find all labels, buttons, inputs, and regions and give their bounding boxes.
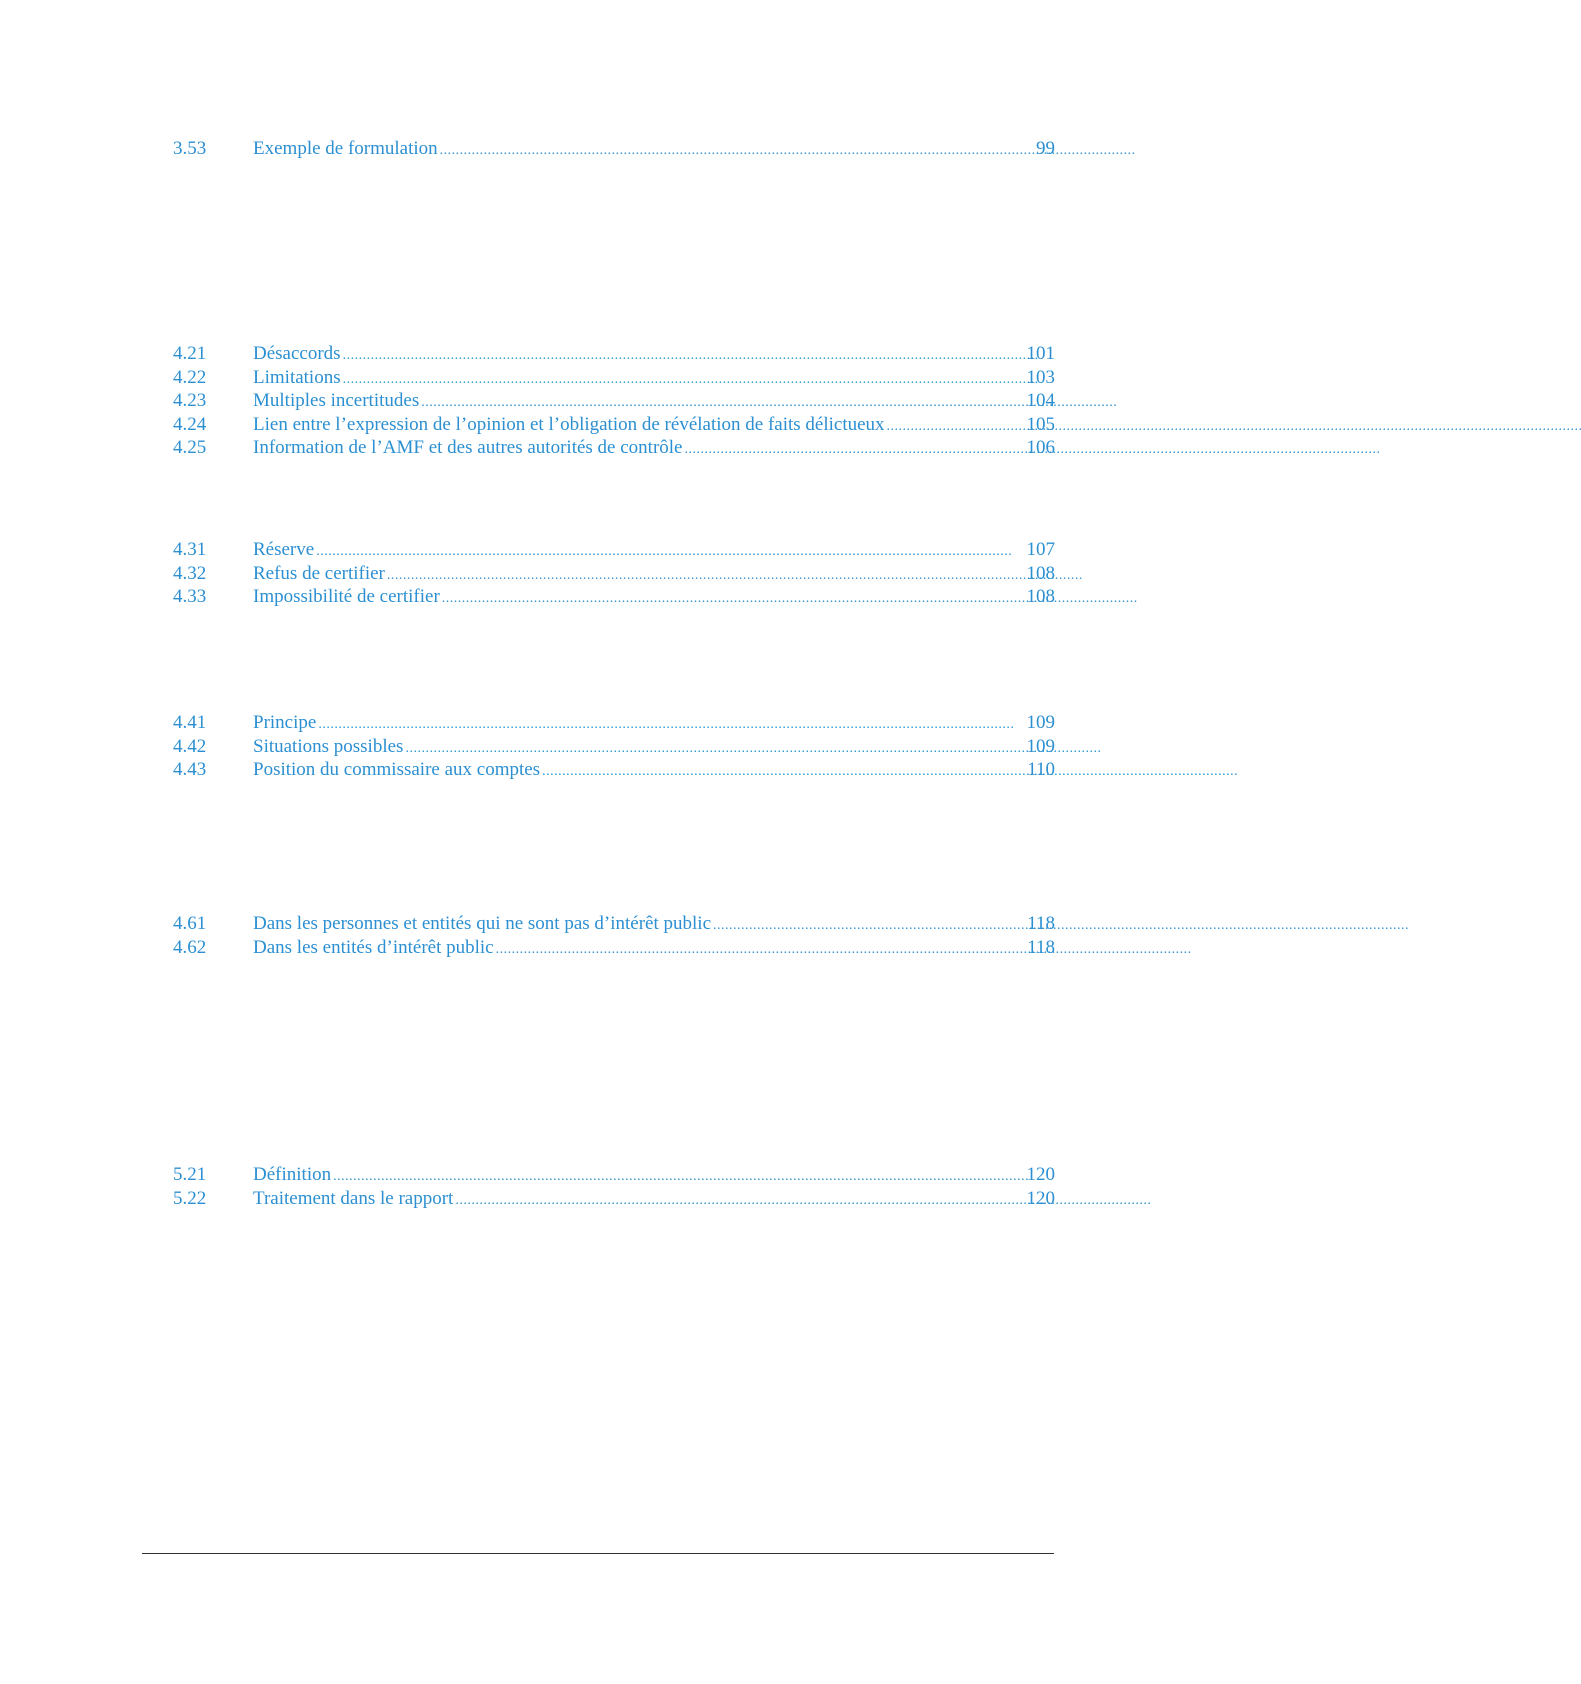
toc-entry-title: Traitement dans le rapport xyxy=(253,1187,454,1209)
toc-group-3-5 xyxy=(173,137,1055,161)
dot-leader xyxy=(440,137,1034,163)
toc-entry-number: 4.23 xyxy=(173,390,207,411)
toc-entry[interactable] xyxy=(173,538,1055,562)
toc-entry-title: Désaccords xyxy=(253,343,341,364)
dot-leader xyxy=(685,436,1025,462)
toc-entry[interactable] xyxy=(173,758,1055,782)
toc-entry-title: Principe xyxy=(253,712,317,733)
toc-entry-page: 105 xyxy=(1026,413,1055,435)
toc-entry[interactable] xyxy=(173,711,1055,735)
toc-entry[interactable] xyxy=(173,137,1055,161)
dot-leader xyxy=(887,413,1025,439)
toc-entry-title: Information de l’AMF et des autres autorités de contrôle xyxy=(253,437,683,458)
toc-entry-page: 120 xyxy=(1026,1164,1055,1185)
toc-entry-page: 118 xyxy=(1027,913,1055,934)
toc-entry[interactable] xyxy=(173,562,1055,586)
toc-entry[interactable] xyxy=(173,436,1055,460)
toc-group-4-6 xyxy=(173,912,1055,959)
toc-entry-page: 108 xyxy=(1026,586,1055,607)
toc-group-4-4 xyxy=(173,711,1055,782)
toc-entry-title: Exemple de formulation xyxy=(253,138,438,159)
toc-group-5-2 xyxy=(173,1163,1055,1210)
toc-entry-title: Réserve xyxy=(253,539,315,560)
toc-entry-page: 108 xyxy=(1026,562,1055,584)
dot-leader xyxy=(387,562,1025,588)
dot-leader xyxy=(333,1163,1024,1189)
toc-entry-number: 4.41 xyxy=(173,712,207,733)
toc-entry-number: 4.61 xyxy=(173,913,207,934)
toc-entry-title: Situations possibles xyxy=(253,735,404,757)
toc-entry[interactable] xyxy=(173,342,1055,366)
dot-leader xyxy=(343,366,1025,392)
dot-leader xyxy=(405,735,1024,761)
toc-entry[interactable] xyxy=(173,1163,1055,1187)
toc-entry[interactable] xyxy=(173,585,1055,609)
toc-entry-number: 3.53 xyxy=(173,138,207,159)
toc-entry-title: Impossibilité de certifier xyxy=(253,586,440,607)
toc-entry-page: 109 xyxy=(1026,735,1055,757)
toc-group-4-3 xyxy=(173,538,1055,609)
toc-entry[interactable] xyxy=(173,735,1055,759)
toc-entry-page: 118 xyxy=(1027,936,1055,958)
toc-entry[interactable] xyxy=(173,413,1055,437)
toc-entry-title: Dans les entités d’intérêt public xyxy=(253,936,494,958)
toc-entry-number: 4.42 xyxy=(173,735,207,757)
dot-leader xyxy=(542,758,1025,784)
toc-entry-title: Multiples incertitudes xyxy=(253,390,420,411)
toc-entry-title: Position du commissaire aux comptes xyxy=(253,759,541,780)
dot-leader xyxy=(442,585,1025,611)
toc-entry-page: 106 xyxy=(1026,437,1055,458)
dot-leader xyxy=(496,936,1026,962)
dot-leader xyxy=(455,1187,1024,1213)
toc-entry-number: 4.43 xyxy=(173,759,207,780)
footer-divider xyxy=(142,1553,1054,1554)
toc-entry[interactable] xyxy=(173,366,1055,390)
toc-entry[interactable] xyxy=(173,936,1055,960)
toc-entry-title: Limitations xyxy=(253,366,341,388)
toc-entry-number: 4.22 xyxy=(173,366,207,388)
dot-leader xyxy=(421,389,1024,415)
toc-entry-number: 4.25 xyxy=(173,437,207,458)
toc-entry-title: Refus de certifier xyxy=(253,562,385,584)
toc-entry-number: 5.22 xyxy=(173,1187,207,1209)
dot-leader xyxy=(318,711,1024,737)
dot-leader xyxy=(316,538,1024,564)
dot-leader xyxy=(343,342,1025,368)
toc-entry-title: Lien entre l’expression de l’opinion et l’obligation de révélation de faits délictueux xyxy=(253,413,885,435)
toc-group-4-2 xyxy=(173,342,1055,460)
dot-leader xyxy=(713,912,1025,938)
toc-entry[interactable] xyxy=(173,389,1055,413)
toc-entry-page: 101 xyxy=(1026,343,1055,364)
toc-entry-title: Définition xyxy=(253,1164,332,1185)
toc-entry-number: 4.31 xyxy=(173,539,207,560)
toc-entry-page: 110 xyxy=(1027,759,1055,780)
toc-entry[interactable] xyxy=(173,1187,1055,1211)
toc-entry-title: Dans les personnes et entités qui ne sont pas d’intérêt public xyxy=(253,913,712,934)
toc-entry-page: 99 xyxy=(1036,138,1055,159)
toc-entry-page: 120 xyxy=(1026,1187,1055,1209)
toc-entry-page: 104 xyxy=(1026,390,1055,411)
toc-entry-page: 109 xyxy=(1026,712,1055,733)
toc-entry-number: 4.32 xyxy=(173,562,207,584)
toc-entry-page: 103 xyxy=(1026,366,1055,388)
toc-entry-number: 4.33 xyxy=(173,586,207,607)
toc-entry-page: 107 xyxy=(1026,539,1055,560)
toc-entry[interactable] xyxy=(173,912,1055,936)
toc-entry-number: 4.24 xyxy=(173,413,207,435)
toc-entry-number: 4.21 xyxy=(173,343,207,364)
toc-entry-number: 4.62 xyxy=(173,936,207,958)
toc-entry-number: 5.21 xyxy=(173,1164,207,1185)
